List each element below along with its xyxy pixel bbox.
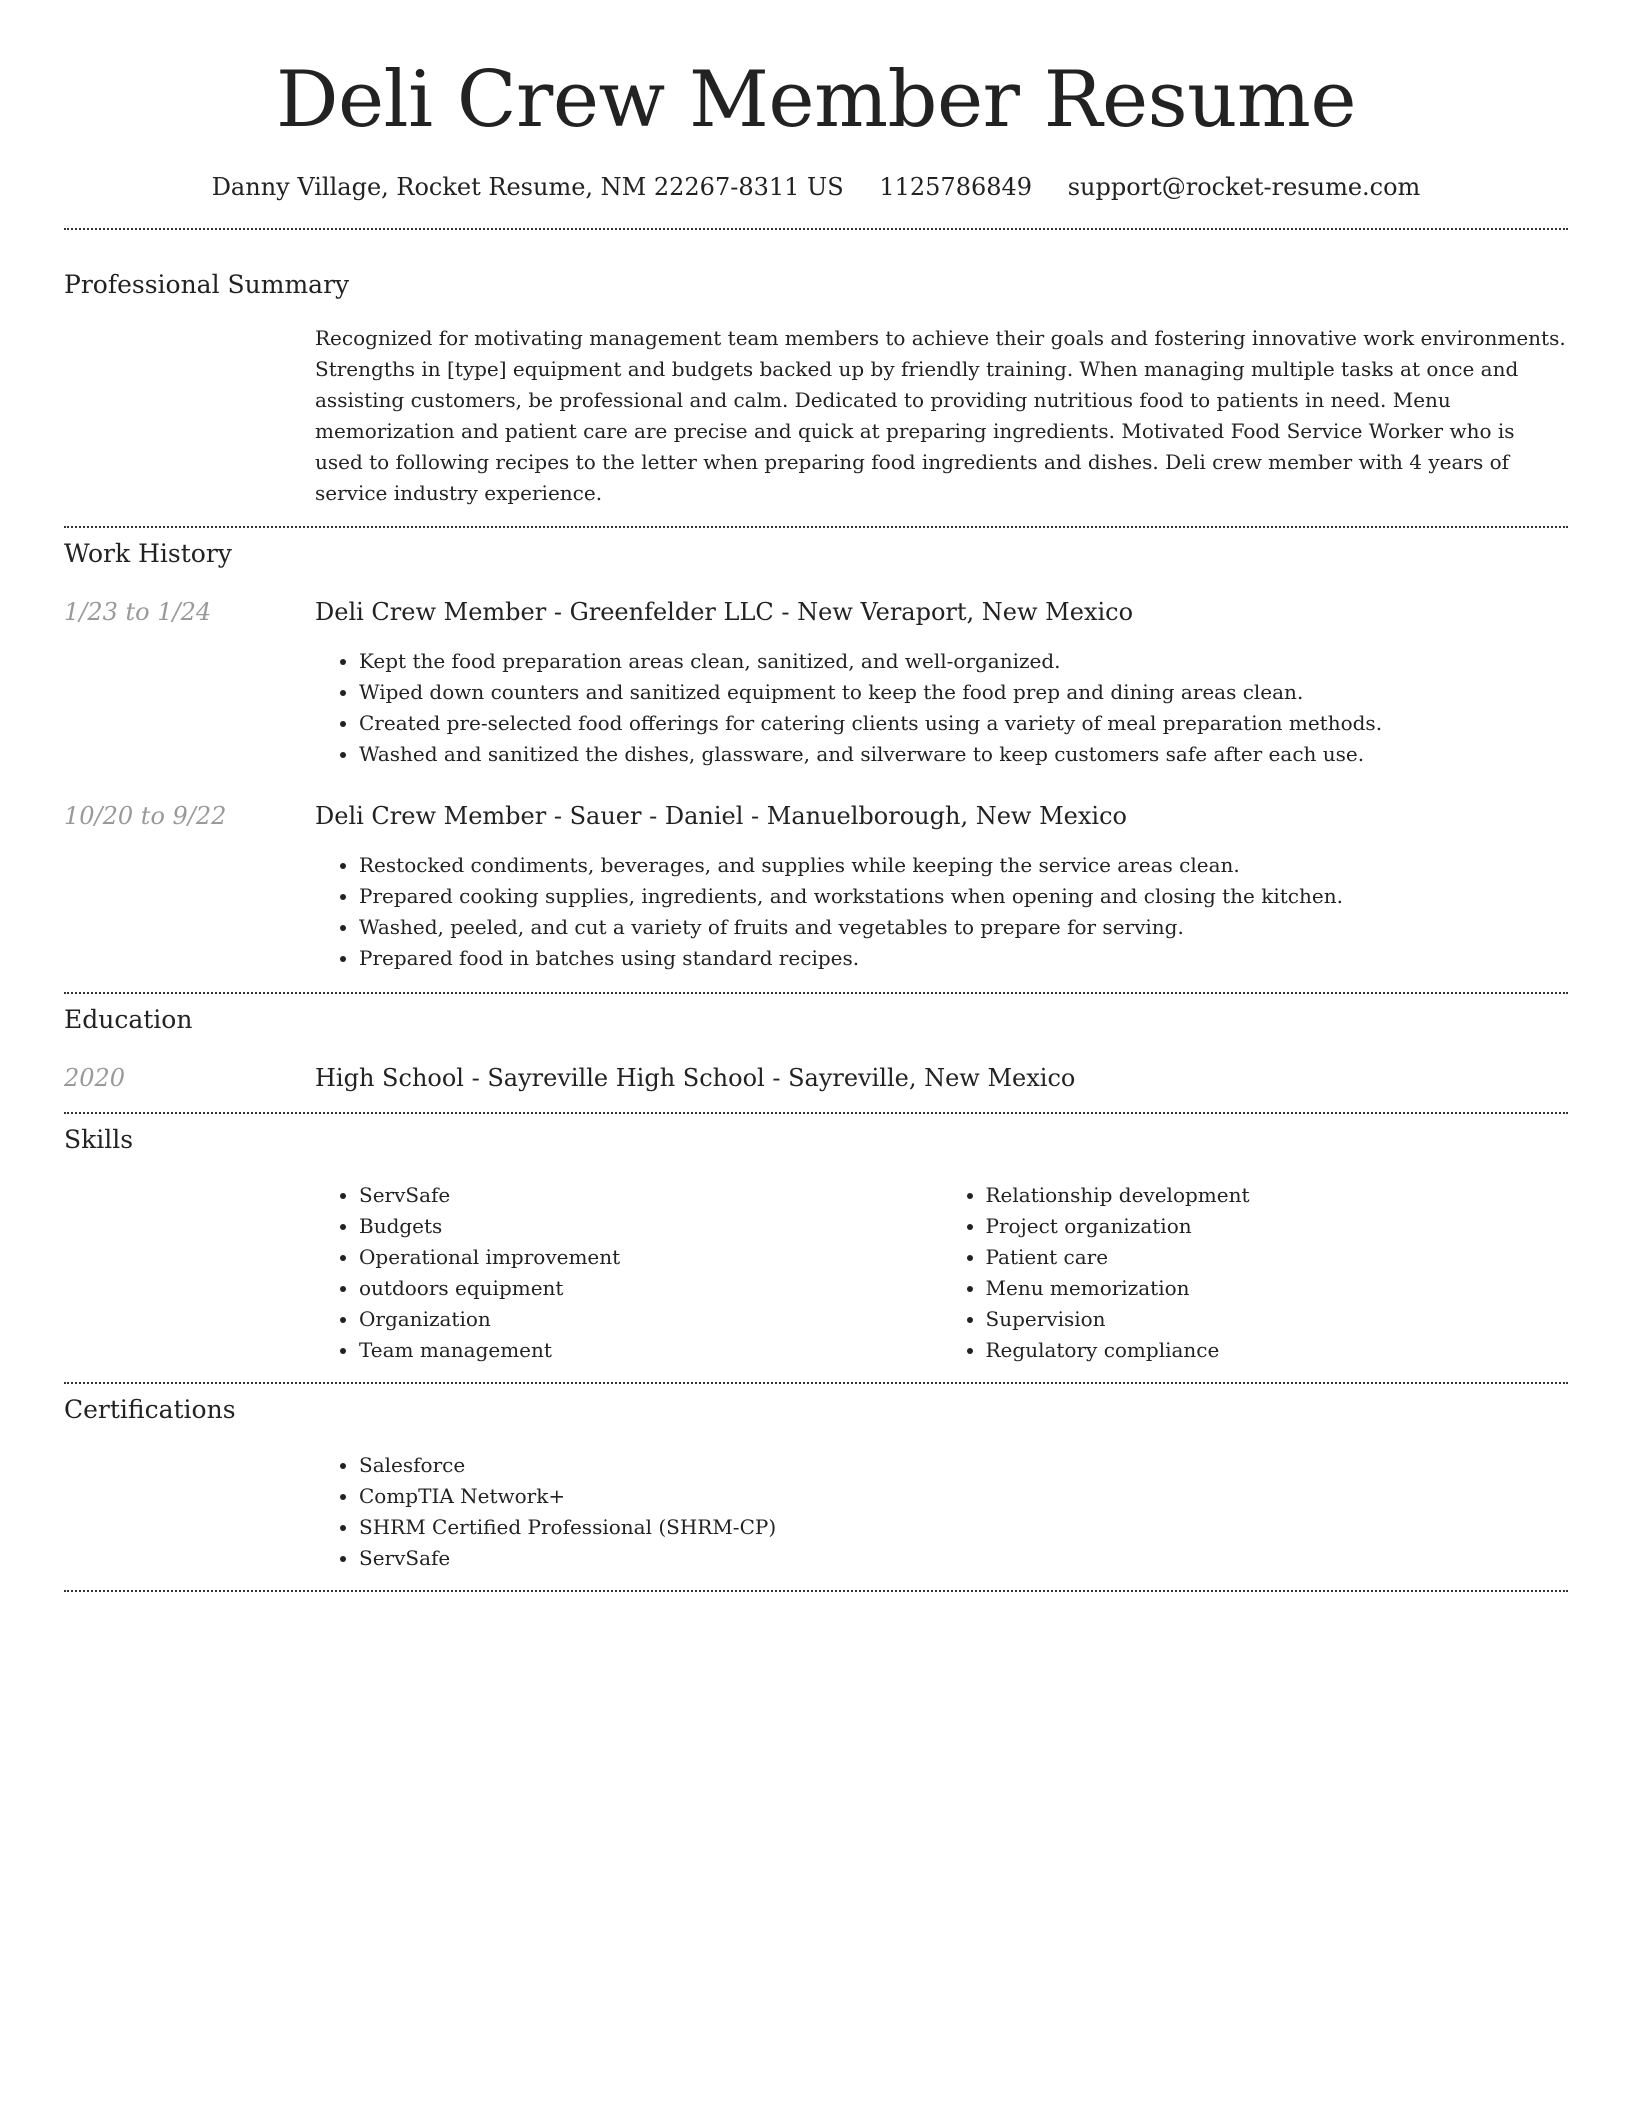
list-item: • SHRM Certified Professional (SHRM-CP)	[359, 1512, 1568, 1543]
list-item: • Created pre-selected food offerings for catering clients using a variety of meal preparation methods.	[359, 708, 1568, 739]
job-title: Deli Crew Member - Greenfelder LLC - New Veraport, New Mexico	[315, 598, 1134, 626]
list-item: • Prepared food in batches using standard recipes.	[359, 943, 1568, 974]
list-item: • Washed, peeled, and cut a variety of fruits and vegetables to prepare for serving.	[359, 912, 1568, 943]
education-title: High School - Sayreville High School - Sayreville, New Mexico	[315, 1064, 1076, 1092]
resume-page	[64, 0, 1568, 1592]
section-heading-skills: Skills	[64, 1125, 134, 1154]
job-duties	[315, 850, 1568, 974]
contact-address: Danny Village, Rocket Resume, NM 22267-8311 US	[211, 173, 844, 201]
divider	[64, 1590, 1568, 1592]
certifications-section	[64, 1384, 1568, 1574]
list-item: • CompTIA Network+	[359, 1481, 1568, 1512]
summary-section	[64, 230, 1568, 509]
section-heading-certifications: Certifications	[64, 1395, 236, 1424]
list-item: • Washed and sanitized the dishes, glassware, and silverware to keep customers safe after each use.	[359, 739, 1568, 770]
skills-section	[64, 1114, 1568, 1366]
job-title: Deli Crew Member - Sauer - Daniel - Manuelborough, New Mexico	[315, 802, 1127, 830]
list-item: • Organization	[359, 1304, 942, 1335]
work-history-section	[64, 528, 1568, 974]
certifications-list	[315, 1450, 1568, 1574]
list-item: • Relationship development	[986, 1180, 1569, 1211]
contact-email: support@rocket-resume.com	[1067, 173, 1421, 201]
contact-phone: 1125786849	[879, 173, 1033, 201]
skills-list-left	[315, 1180, 942, 1366]
section-heading-summary: Professional Summary	[64, 270, 350, 299]
job-dates: 10/20 to 9/22	[64, 802, 227, 830]
list-item: • Patient care	[986, 1242, 1569, 1273]
list-item: • Wiped down counters and sanitized equipment to keep the food prep and dining areas clean.	[359, 677, 1568, 708]
list-item: • Menu memorization	[986, 1273, 1569, 1304]
job-duties	[315, 646, 1568, 770]
list-item: • Salesforce	[359, 1450, 1568, 1481]
education-section	[64, 994, 1568, 1094]
list-item: • Prepared cooking supplies, ingredients, and workstations when opening and closing the kitchen.	[359, 881, 1568, 912]
list-item: • Supervision	[986, 1304, 1569, 1335]
education-year: 2020	[64, 1064, 126, 1092]
section-heading-work-history: Work History	[64, 539, 232, 568]
skills-list-right	[942, 1180, 1569, 1366]
list-item: • Regulatory compliance	[986, 1335, 1569, 1366]
summary-text: Recognized for motivating management team members to achieve their goals and fostering innovative work environments. Strengths in [type] equipment and budgets backed up by friendly training. When managing multiple tasks at once and assisting customers, be professional and calm. Dedicated to providing nutritious food to patients in need. Menu memorization and patient care are precise and quick at preparing ingredients. Motivated Food Service Worker who is used to following recipes to the letter when preparing food ingredients and dishes. Deli crew member with 4 years of service industry experience.	[315, 326, 1566, 505]
list-item: • Restocked condiments, beverages, and supplies while keeping the service areas clean.	[359, 850, 1568, 881]
resume-title: Deli Crew Member Resume	[275, 55, 1356, 145]
education-entry	[64, 1062, 1568, 1094]
section-heading-education: Education	[64, 1005, 193, 1034]
list-item: • Team management	[359, 1335, 942, 1366]
job-entry	[64, 800, 1568, 974]
list-item: • Project organization	[986, 1211, 1569, 1242]
list-item: • Budgets	[359, 1211, 942, 1242]
list-item: • ServSafe	[359, 1543, 1568, 1574]
list-item: • Kept the food preparation areas clean, sanitized, and well-organized.	[359, 646, 1568, 677]
contact-line	[64, 172, 1568, 202]
list-item: • Operational improvement	[359, 1242, 942, 1273]
list-item: • outdoors equipment	[359, 1273, 942, 1304]
job-dates: 1/23 to 1/24	[64, 598, 212, 626]
job-entry	[64, 596, 1568, 770]
list-item: • ServSafe	[359, 1180, 942, 1211]
